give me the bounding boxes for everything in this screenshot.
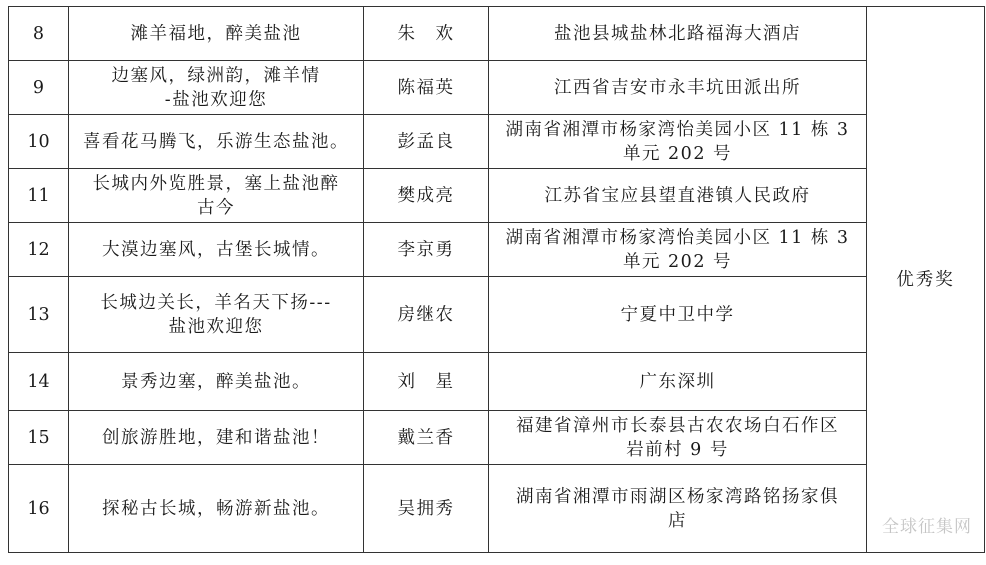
table-row [9, 7, 985, 61]
slogan-cell: 大漠边塞风，古堡长城情。 [69, 223, 364, 277]
address-cell: 湖南省湘潭市杨家湾怡美园小区 11 栋 3 单元 202 号 [489, 115, 867, 169]
address-cell: 湖南省湘潭市雨湖区杨家湾路铭扬家俱 店 [489, 465, 867, 553]
address-cell: 江苏省宝应县望直港镇人民政府 [489, 169, 867, 223]
slogan-cell: 探秘古长城，畅游新盐池。 [69, 465, 364, 553]
row-number: 15 [9, 411, 69, 465]
slogan-cell: 长城内外览胜景，塞上盐池醉 古今 [69, 169, 364, 223]
author-name-cell: 吴拥秀 [364, 465, 489, 553]
address-cell: 盐池县城盐林北路福海大酒店 [489, 7, 867, 61]
row-number: 10 [9, 115, 69, 169]
author-name-cell: 陈福英 [364, 61, 489, 115]
row-number: 8 [9, 7, 69, 61]
table-row [9, 169, 985, 223]
table-row [9, 223, 985, 277]
row-number: 11 [9, 169, 69, 223]
table-row [9, 61, 985, 115]
author-name-cell: 彭孟良 [364, 115, 489, 169]
address-cell: 湖南省湘潭市杨家湾怡美园小区 11 栋 3 单元 202 号 [489, 223, 867, 277]
slogan-cell: 滩羊福地，醉美盐池 [69, 7, 364, 61]
row-number: 13 [9, 277, 69, 353]
author-name-cell: 戴兰香 [364, 411, 489, 465]
address-cell: 广东深圳 [489, 353, 867, 411]
table-row [9, 411, 985, 465]
table-row [9, 465, 985, 553]
row-number: 12 [9, 223, 69, 277]
author-name-cell: 李京勇 [364, 223, 489, 277]
table-row [9, 115, 985, 169]
slogan-cell: 喜看花马腾飞，乐游生态盐池。 [69, 115, 364, 169]
address-cell: 江西省吉安市永丰坑田派出所 [489, 61, 867, 115]
author-name-cell: 樊成亮 [364, 169, 489, 223]
site-watermark: 全球征集网 [882, 517, 972, 537]
table-row [9, 353, 985, 411]
slogan-cell: 景秀边塞，醉美盐池。 [69, 353, 364, 411]
author-name-cell: 房继农 [364, 277, 489, 353]
award-winners-table [8, 6, 985, 553]
row-number: 14 [9, 353, 69, 411]
slogan-cell: 长城边关长，羊名天下扬--- 盐池欢迎您 [69, 277, 364, 353]
row-number: 16 [9, 465, 69, 553]
table-row [9, 277, 985, 353]
author-name-cell: 刘 星 [364, 353, 489, 411]
slogan-cell: 边塞风，绿洲韵，滩羊情 -盐池欢迎您 [69, 61, 364, 115]
address-cell: 福建省漳州市长泰县古农农场白石作区 岩前村 9 号 [489, 411, 867, 465]
award-cell: 优秀奖 [867, 7, 985, 553]
slogan-cell: 创旅游胜地，建和谐盐池！ [69, 411, 364, 465]
address-cell: 宁夏中卫中学 [489, 277, 867, 353]
author-name-cell: 朱 欢 [364, 7, 489, 61]
row-number: 9 [9, 61, 69, 115]
